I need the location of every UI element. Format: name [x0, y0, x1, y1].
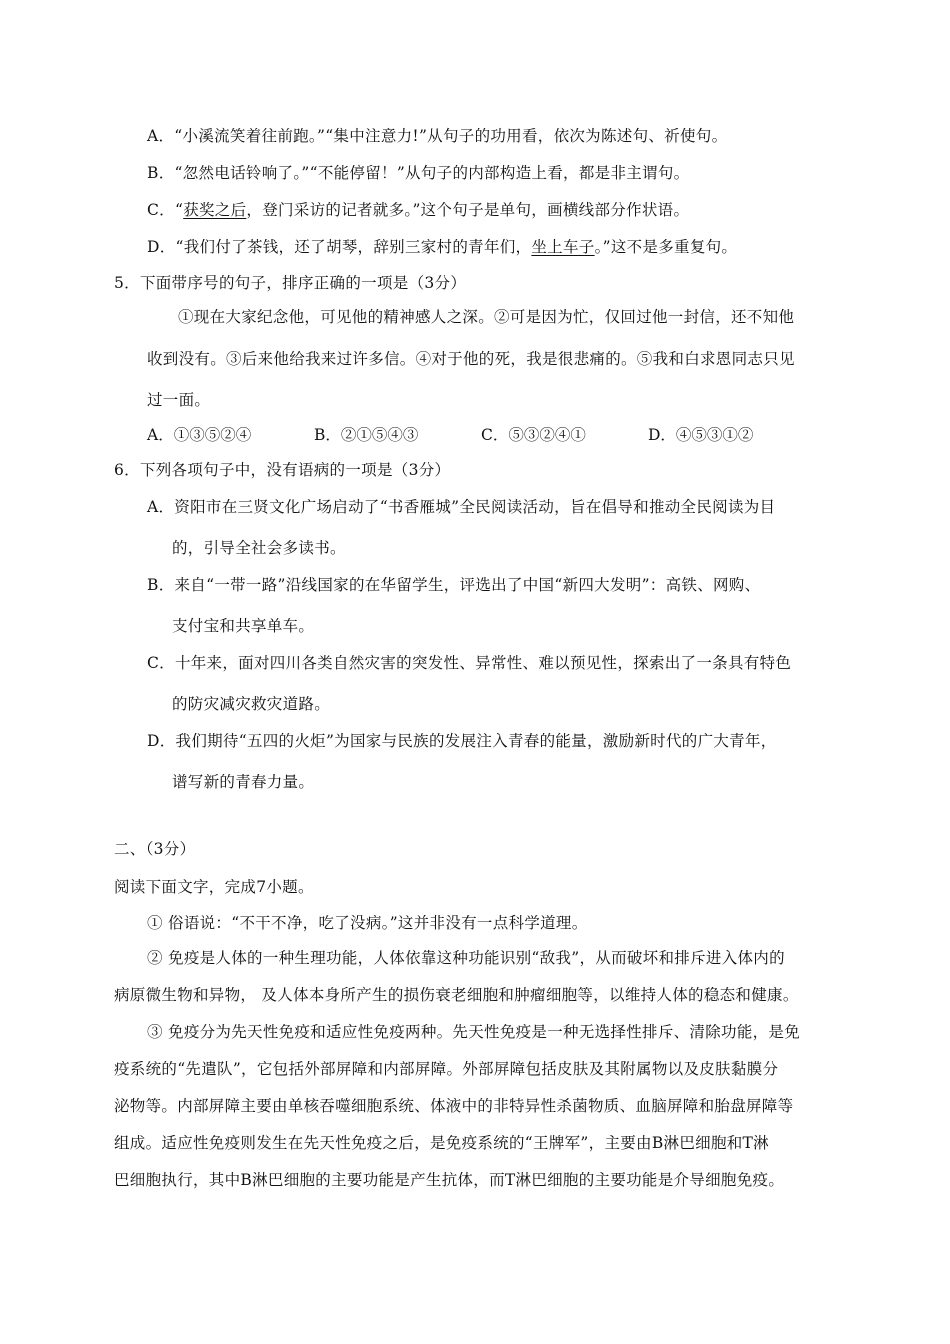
- q5-option-a: A．①③⑤②④: [147, 426, 252, 444]
- q6-option-c-line2: 的防灾减灾救灾道路。: [172, 695, 331, 713]
- q5-passage-line2: 收到没有。③后来他给我来过许多信。④对于他的死，我是很悲痛的。⑤我和白求恩同志只见: [147, 350, 795, 368]
- section2-intro: 阅读下面文字，完成7小题。: [114, 878, 314, 896]
- q5-passage-line3: 过一面。: [147, 391, 211, 409]
- section2-paragraph3-line2: 疫系统的“先遣队”，它包括外部屏障和内部屏障。外部屏障包括皮肤及其附属物以及皮肤黏膜分: [114, 1060, 779, 1078]
- q6-option-d-line1: D．我们期待“五四的火炬”为国家与民族的发展注入青春的能量，激励新时代的广大青年，: [147, 732, 777, 750]
- q6-option-c-line1: C．十年来，面对四川各类自然灾害的突发性、异常性、难以预见性，探索出了一条具有特色: [147, 654, 792, 672]
- q4-option-b: B．“忽然电话铃响了。”“不能停留！”从句子的内部构造上看，都是非主谓句。: [147, 164, 690, 182]
- section2-paragraph2-line2: 病原微生物和异物， 及人体本身所产生的损伤衰老细胞和肿瘤细胞等，以维持人体的稳态和健康。: [114, 986, 799, 1004]
- q6-option-a-line1: A．资阳市在三贤文化广场启动了“书香雁城”全民阅读活动，旨在倡导和推动全民阅读为目: [147, 498, 776, 516]
- q4-option-d-underlined: 坐上车子: [531, 238, 595, 256]
- q5-passage-line1: ①现在大家纪念他，可见他的精神感人之深。②可是因为忙，仅回过他一封信，还不知他: [178, 308, 795, 326]
- q4-option-c-prefix: C．“: [147, 201, 184, 219]
- section2-paragraph2-line1: ② 免疫是人体的一种生理功能，人体依靠这种功能识别“敌我”，从而破坏和排斥进入体内的: [147, 949, 785, 967]
- q5-option-c: C．⑤③②④①: [481, 426, 586, 444]
- q4-option-c: [147, 200, 689, 220]
- q6-option-b-line2: 支付宝和共享单车。: [172, 617, 315, 635]
- q5-option-b: B．②①⑤④③: [314, 426, 419, 444]
- q4-option-d: [147, 237, 737, 257]
- q6-option-b-line1: B．来自“一带一路”沿线国家的在华留学生，评选出了中国“新四大发明”：高铁、网购、: [147, 576, 761, 594]
- q4-option-a: A．“小溪流笑着往前跑。”“集中注意力!”从句子的功用看，依次为陈述句、祈使句。: [147, 127, 728, 145]
- q4-option-d-suffix: 。”这不是多重复句。: [594, 238, 738, 256]
- q6-stem: 6．下列各项句子中，没有语病的一项是（3分）: [114, 461, 451, 479]
- q6-option-d-line2: 谱写新的青春力量。: [172, 773, 315, 791]
- section2-paragraph1: ① 俗语说：“不干不净，吃了没病。”这并非没有一点科学道理。: [147, 914, 588, 932]
- q4-option-c-underlined: 获奖之后: [183, 201, 247, 219]
- section2-paragraph3-line1: ③ 免疫分为先天性免疫和适应性免疫两种。先天性免疫是一种无选择性排斥、清除功能，是免: [147, 1023, 801, 1041]
- section2-paragraph3-line5: 巴细胞执行，其中B淋巴细胞的主要功能是产生抗体，而T淋巴细胞的主要功能是介导细胞免疫。: [114, 1171, 785, 1189]
- q4-option-d-prefix: D．“我们付了茶钱，还了胡琴，辞别三家村的青年们，: [147, 238, 532, 256]
- section2-paragraph3-line3: 泌物等。内部屏障主要由单核吞噬细胞系统、体液中的非特异性杀菌物质、血脑屏障和胎盘屏障等: [114, 1097, 794, 1115]
- section2-paragraph3-line4: 组成。适应性免疫则发生在先天性免疫之后，是免疫系统的“王牌军”，主要由B淋巴细胞和T淋: [114, 1134, 769, 1152]
- q5-option-d: D．④⑤③①②: [648, 426, 754, 444]
- q4-option-c-suffix: ，登门采访的记者就多。”这个句子是单句，画横线部分作状语。: [246, 201, 690, 219]
- q5-stem: 5．下面带序号的句子，排序正确的一项是（3分）: [114, 274, 467, 292]
- section2-heading: 二、（3分）: [114, 840, 196, 858]
- q6-option-a-line2: 的，引导全社会多读书。: [172, 539, 346, 557]
